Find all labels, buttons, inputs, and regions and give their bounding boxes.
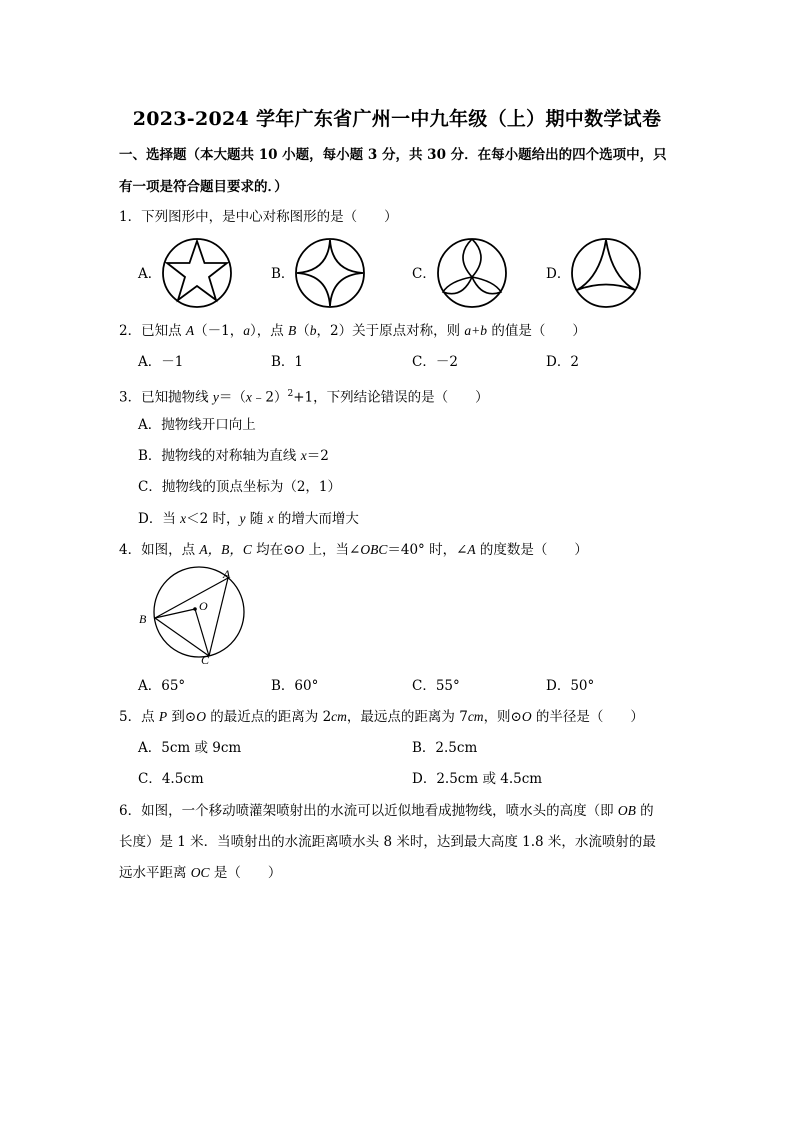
- q3-stem: 3．已知抛物线 y＝（x﹣2）$^2$+1，下列结论错误的是（ ）: [119, 389, 489, 406]
- q4-option-b: B．60°: [271, 678, 319, 694]
- q6-line2: 长度）是 1 米．当喷射出的水流距离喷水头 8 米时，达到最大高度 1.8 米，水流喷射的最: [119, 834, 656, 850]
- q4-option-a: A．65°: [138, 678, 186, 694]
- q4-stem: 4．如图，点 A，B，C 均在⊙O 上，当∠OBC＝40° 时，∠A 的度数是（ ）: [119, 542, 588, 558]
- q3-option-b: B．抛物线的对称轴为直线 x＝2: [138, 448, 329, 464]
- q4-label-o: O: [199, 599, 208, 613]
- q1-option-b-label: B．: [271, 266, 295, 282]
- q5-option-b: B．2.5cm: [412, 740, 478, 756]
- q4-option-c: C．55°: [412, 678, 460, 694]
- q6-line3: 远水平距离 OC 是（ ）: [119, 865, 282, 881]
- q4-option-d: D．50°: [546, 678, 595, 694]
- q1-figure-b-astroid-circle: [294, 237, 366, 309]
- q1-option-c-label: C．: [412, 266, 436, 282]
- q4-label-b: B: [139, 612, 147, 626]
- q1-figure-a-star-circle: [161, 237, 233, 309]
- q2-option-c: C．－2: [412, 354, 458, 370]
- q4-label-c: C: [201, 653, 210, 665]
- q1-figure-c-three-arcs-circle: [436, 237, 508, 309]
- q2-option-d: D．2: [546, 354, 579, 370]
- section-heading-line2: 有一项是符合题目要求的．）: [119, 179, 288, 195]
- q1-option-a-label: A．: [138, 266, 162, 282]
- q1-stem: 1．下列图形中，是中心对称图形的是（ ）: [119, 209, 398, 225]
- q2-option-a: A．－1: [138, 354, 184, 370]
- q5-option-c: C．4.5cm: [138, 771, 204, 787]
- q3-option-c: C．抛物线的顶点坐标为（2，1）: [138, 479, 342, 495]
- q6-line1: 6．如图，一个移动喷灌架喷射出的水流可以近似地看成抛物线，喷水头的高度（即 OB 的: [119, 803, 654, 819]
- q2-option-b: B．1: [271, 354, 304, 370]
- q5-option-a: A．5cm 或 9cm: [138, 740, 242, 756]
- q3-option-a: A．抛物线开口向上: [138, 417, 256, 433]
- section-heading-line1: 一、选择题（本大题共 10 小题，每小题 3 分，共 30 分．在每小题给出的四个选项中，只: [119, 147, 667, 163]
- q4-label-a: A: [223, 567, 231, 581]
- page-title: 2023-2024 学年广东省广州一中九年级（上）期中数学试卷: [132, 108, 662, 130]
- q5-option-d: D．2.5cm 或 4.5cm: [412, 771, 543, 787]
- q1-figure-d-curved-triangle-circle: [570, 237, 642, 309]
- q2-stem: 2．已知点 A（－1，a），点 B（b，2）关于原点对称，则 a+b 的值是（ ）: [119, 323, 586, 339]
- q4-circle-figure: [134, 565, 249, 665]
- q5-stem: 5．点 P 到⊙O 的最近点的距离为 2cm，最远点的距离为 7cm，则⊙O 的半径是（ ）: [119, 709, 644, 725]
- q1-option-d-label: D．: [546, 266, 571, 282]
- q3-option-d: D．当 x＜2 时，y 随 x 的增大而增大: [138, 511, 359, 527]
